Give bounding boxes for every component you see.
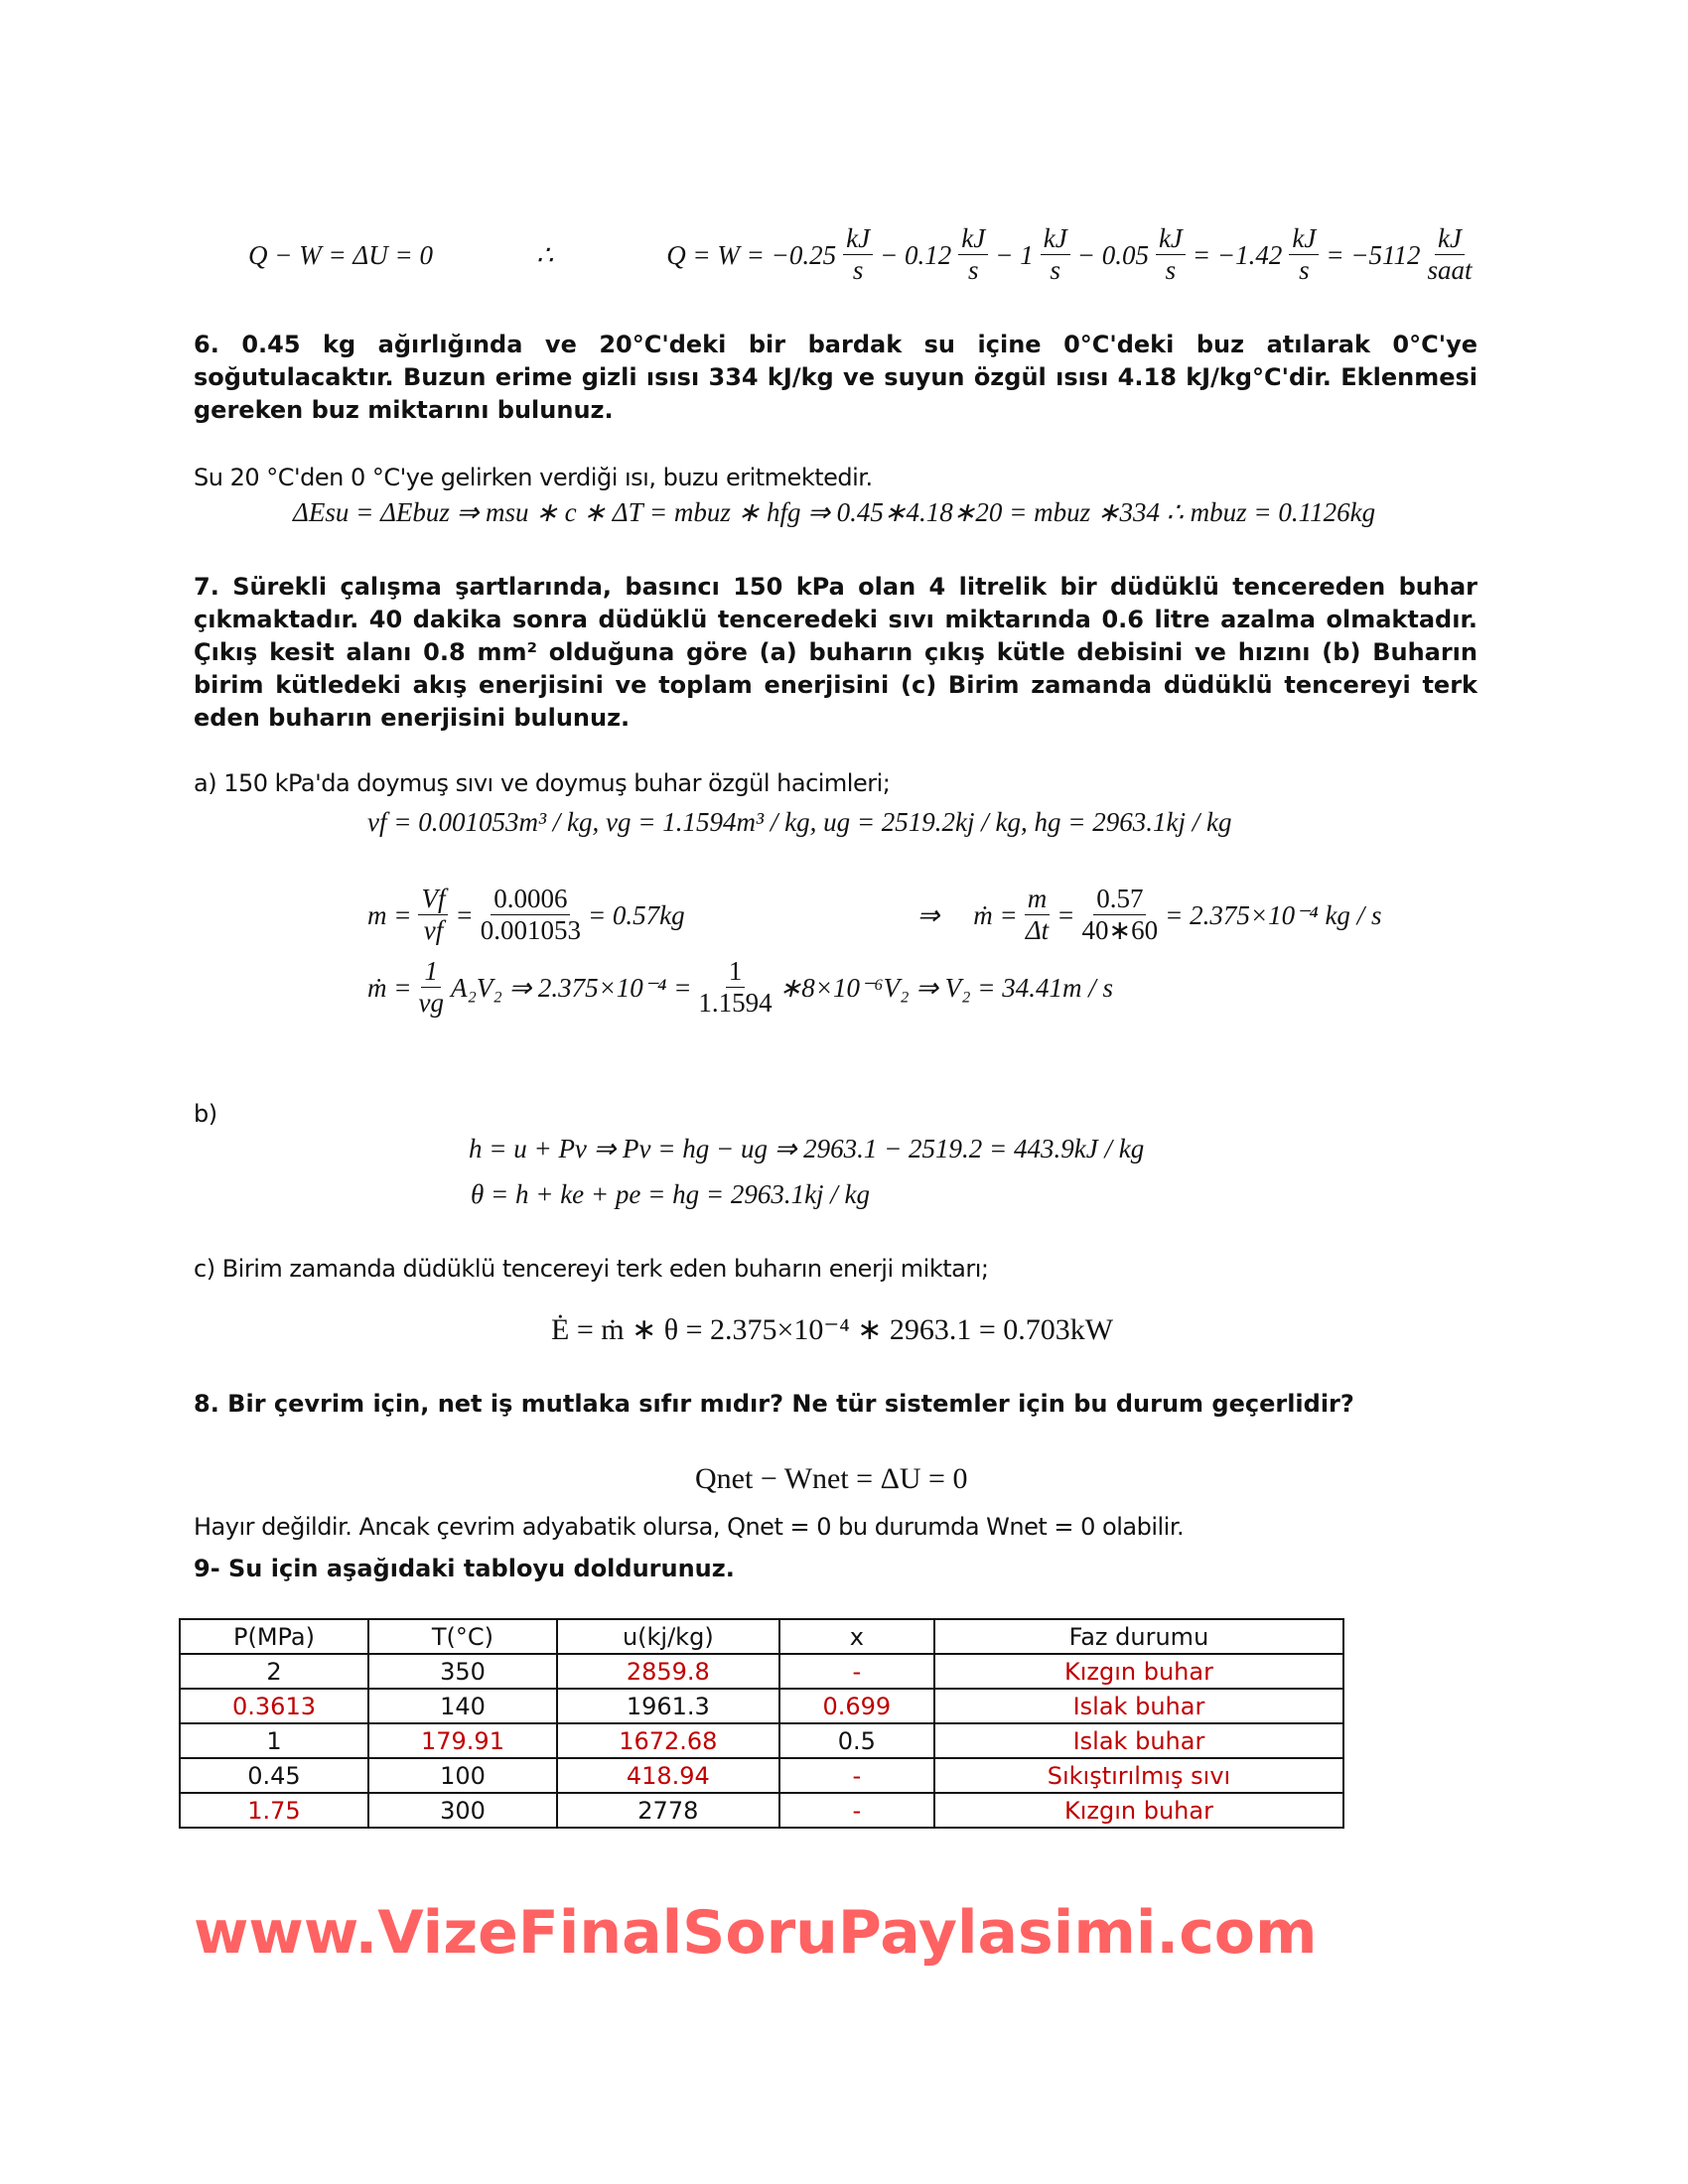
table-cell: Kızgın buhar bbox=[934, 1654, 1343, 1689]
therefore: ∴ bbox=[536, 239, 554, 270]
energy-rate-equation: Ė = ṁ ∗ θ = 2.375×10⁻⁴ ∗ 2963.1 = 0.703kW bbox=[551, 1313, 1114, 1346]
table-cell: 0.45 bbox=[180, 1758, 368, 1793]
table-row bbox=[180, 1689, 1343, 1723]
eq-term: 1 bbox=[421, 956, 441, 988]
eq-term: 40∗60 bbox=[1081, 915, 1159, 945]
eq-term: 0.001053 bbox=[480, 915, 581, 945]
column-header: x bbox=[779, 1619, 934, 1654]
q6-equation: ΔEsu = ΔEbuz ⇒ msu ∗ c ∗ ΔT = mbuz ∗ hfg ⇒ 0.45∗4.18∗20 = mbuz ∗334 ∴ mbuz = 0.1126kg bbox=[293, 497, 1376, 527]
eq-term: 0.0006 bbox=[491, 884, 570, 915]
table-cell: 179.91 bbox=[368, 1723, 557, 1758]
question-6: 6. 0.45 kg ağırlığında ve 20°C'deki bir bardak su içine 0°C'deki buz atılarak 0°C'ye soğutulacaktır. Buzun erime gizli ısısı 334 kJ/kg ve suyun özgül ısısı 4.18 kJ/kg°C'dir. Eklenmesi gereken buz miktarını bulunuz. bbox=[194, 331, 1477, 424]
q7a-label: a) 150 kPa'da doymuş sıvı ve doymuş buhar özgül hacimleri; bbox=[194, 769, 891, 797]
table-row bbox=[180, 1758, 1343, 1793]
table-cell: Islak buhar bbox=[934, 1723, 1343, 1758]
table-cell: 2778 bbox=[557, 1793, 779, 1828]
table-row bbox=[180, 1654, 1343, 1689]
eq-left: Q − W = ΔU = 0 bbox=[248, 239, 433, 270]
column-header: Faz durumu bbox=[934, 1619, 1343, 1654]
unit: kJ bbox=[1041, 223, 1070, 255]
table-cell: - bbox=[779, 1758, 934, 1793]
eq-term: vg bbox=[418, 988, 444, 1018]
eq-term: Q = W = −0.25 bbox=[666, 239, 837, 270]
table-cell: 0.699 bbox=[779, 1689, 934, 1723]
table-cell: 1961.3 bbox=[557, 1689, 779, 1723]
table-cell: 0.3613 bbox=[180, 1689, 368, 1723]
eq-term: = −1.42 bbox=[1192, 239, 1283, 270]
table-cell: 350 bbox=[368, 1654, 557, 1689]
table-cell: - bbox=[779, 1654, 934, 1689]
table-cell: 418.94 bbox=[557, 1758, 779, 1793]
table-cell: - bbox=[779, 1793, 934, 1828]
q8-answer: Hayır değildir. Ancak çevrim adyabatik olursa, Qnet = 0 bu durumda Wnet = 0 olabilir. bbox=[194, 1513, 1185, 1541]
saturation-properties: vf = 0.001053m³ / kg, vg = 1.1594m³ / kg, ug = 2519.2kj / kg, hg = 2963.1kj / kg bbox=[367, 807, 1232, 837]
mass-equation: m = $\frac{Vf}{vf}$ = $\frac{0.0006}{0.001053}$ = 0.57kg ⇒ ṁ = $\frac{m}{\Delta t}$ = $\frac{0.57}{40∗60}$ = 2.375×10⁻⁴ kg / s bbox=[367, 884, 1382, 945]
q6-answer-text: Su 20 °C'den 0 °C'ye gelirken verdiği ısı, buzu eritmektedir. bbox=[194, 464, 873, 491]
unit: kJ bbox=[1156, 223, 1186, 255]
eq-term: = 2.375×10⁻⁴ kg / s bbox=[1165, 899, 1382, 930]
watermark: www.VizeFinalSoruPaylasimi.com bbox=[194, 1898, 1318, 1968]
eq-term: A₂V₂ ⇒ 2.375×10⁻⁴ = bbox=[450, 972, 692, 1003]
unit: kJ bbox=[1289, 223, 1319, 255]
eq-term: 1.1594 bbox=[698, 988, 773, 1018]
eq-term: Δt bbox=[1025, 915, 1050, 945]
table-cell: 1.75 bbox=[180, 1793, 368, 1828]
q7c-label: c) Birim zamanda düdüklü tencereyi terk eden buharın enerji miktarı; bbox=[194, 1255, 989, 1283]
column-header: u(kj/kg) bbox=[557, 1619, 779, 1654]
table-cell: 2859.8 bbox=[557, 1654, 779, 1689]
eq-term: − 1 bbox=[995, 239, 1034, 270]
unit: kJ bbox=[1435, 223, 1465, 255]
eq-term: ∗8×10⁻⁶V₂ ⇒ V₂ = 34.41m / s bbox=[778, 972, 1114, 1003]
column-header: T(°C) bbox=[368, 1619, 557, 1654]
unit: s bbox=[968, 255, 979, 285]
eq-term: m = bbox=[367, 899, 412, 930]
table-cell: Islak buhar bbox=[934, 1689, 1343, 1723]
unit: s bbox=[1050, 255, 1060, 285]
table-cell: 1 bbox=[180, 1723, 368, 1758]
unit: s bbox=[1299, 255, 1310, 285]
table-cell: 2 bbox=[180, 1654, 368, 1689]
eq-term: = −5112 bbox=[1326, 239, 1421, 270]
unit: kJ bbox=[843, 223, 873, 255]
table-cell: 0.5 bbox=[779, 1723, 934, 1758]
eq-term: ṁ = bbox=[367, 972, 412, 1003]
table-cell: 140 bbox=[368, 1689, 557, 1723]
unit: s bbox=[1165, 255, 1177, 285]
eq-term: 0.57 bbox=[1093, 884, 1146, 915]
table-row bbox=[180, 1793, 1343, 1828]
unit: kJ bbox=[958, 223, 988, 255]
eq-term: − 0.05 bbox=[1076, 239, 1149, 270]
table-cell: Sıkıştırılmış sıvı bbox=[934, 1758, 1343, 1793]
eq-term: Vf bbox=[418, 884, 448, 915]
question-7: 7. Sürekli çalışma şartlarında, basıncı 150 kPa olan 4 litrelik bir düdüklü tencereden buhar çıkmaktadır. 40 dakika sonra düdüklü tenceredeki sıvı miktarında 0.6 litre azalma olmaktadır. Çıkış kesit alanı 0.8 mm² olduğuna göre (a) buharın çıkış kütle debisini ve hızını (b) Buharın birim kütledeki akış enerjisini ve toplam enerjisini (c) Birim zamanda düdüklü tencereyi terk eden buharın enerjisini bulunuz. bbox=[194, 573, 1477, 732]
question-8: 8. Bir çevrim için, net iş mutlaka sıfır mıdır? Ne tür sistemler için bu durum geçerlidir? bbox=[194, 1390, 1354, 1418]
table-cell: 1672.68 bbox=[557, 1723, 779, 1758]
velocity-equation bbox=[367, 956, 1477, 1019]
unit: saat bbox=[1427, 255, 1473, 285]
table-cell: 100 bbox=[368, 1758, 557, 1793]
q7b-label: b) bbox=[194, 1100, 217, 1128]
eq-term: 1 bbox=[726, 956, 746, 988]
eq-term: ṁ = bbox=[973, 899, 1018, 930]
eq-term: ⇒ bbox=[916, 899, 940, 930]
column-header: P(MPa) bbox=[180, 1619, 368, 1654]
cycle-equation: Qnet − Wnet = ΔU = 0 bbox=[695, 1462, 968, 1495]
table-row bbox=[180, 1723, 1343, 1758]
table-header-row bbox=[180, 1619, 1343, 1654]
eq-term: m bbox=[1025, 884, 1051, 915]
eq-term: − 0.12 bbox=[880, 239, 952, 270]
table-cell: 300 bbox=[368, 1793, 557, 1828]
eq-term: = 0.57kg bbox=[587, 899, 685, 930]
eq-term: vf bbox=[423, 915, 444, 945]
question-9: 9- Su için aşağıdaki tabloyu doldurunuz. bbox=[194, 1555, 735, 1582]
flow-energy-equation: h = u + Pv ⇒ Pv = hg − ug ⇒ 2963.1 − 2519.2 = 443.9kJ / kg bbox=[469, 1134, 1145, 1163]
steam-table bbox=[179, 1618, 1344, 1829]
table-cell: Kızgın buhar bbox=[934, 1793, 1343, 1828]
total-energy-equation: θ = h + ke + pe = hg = 2963.1kj / kg bbox=[471, 1179, 871, 1209]
energy-balance-equation bbox=[248, 223, 1477, 286]
unit: s bbox=[852, 255, 864, 285]
